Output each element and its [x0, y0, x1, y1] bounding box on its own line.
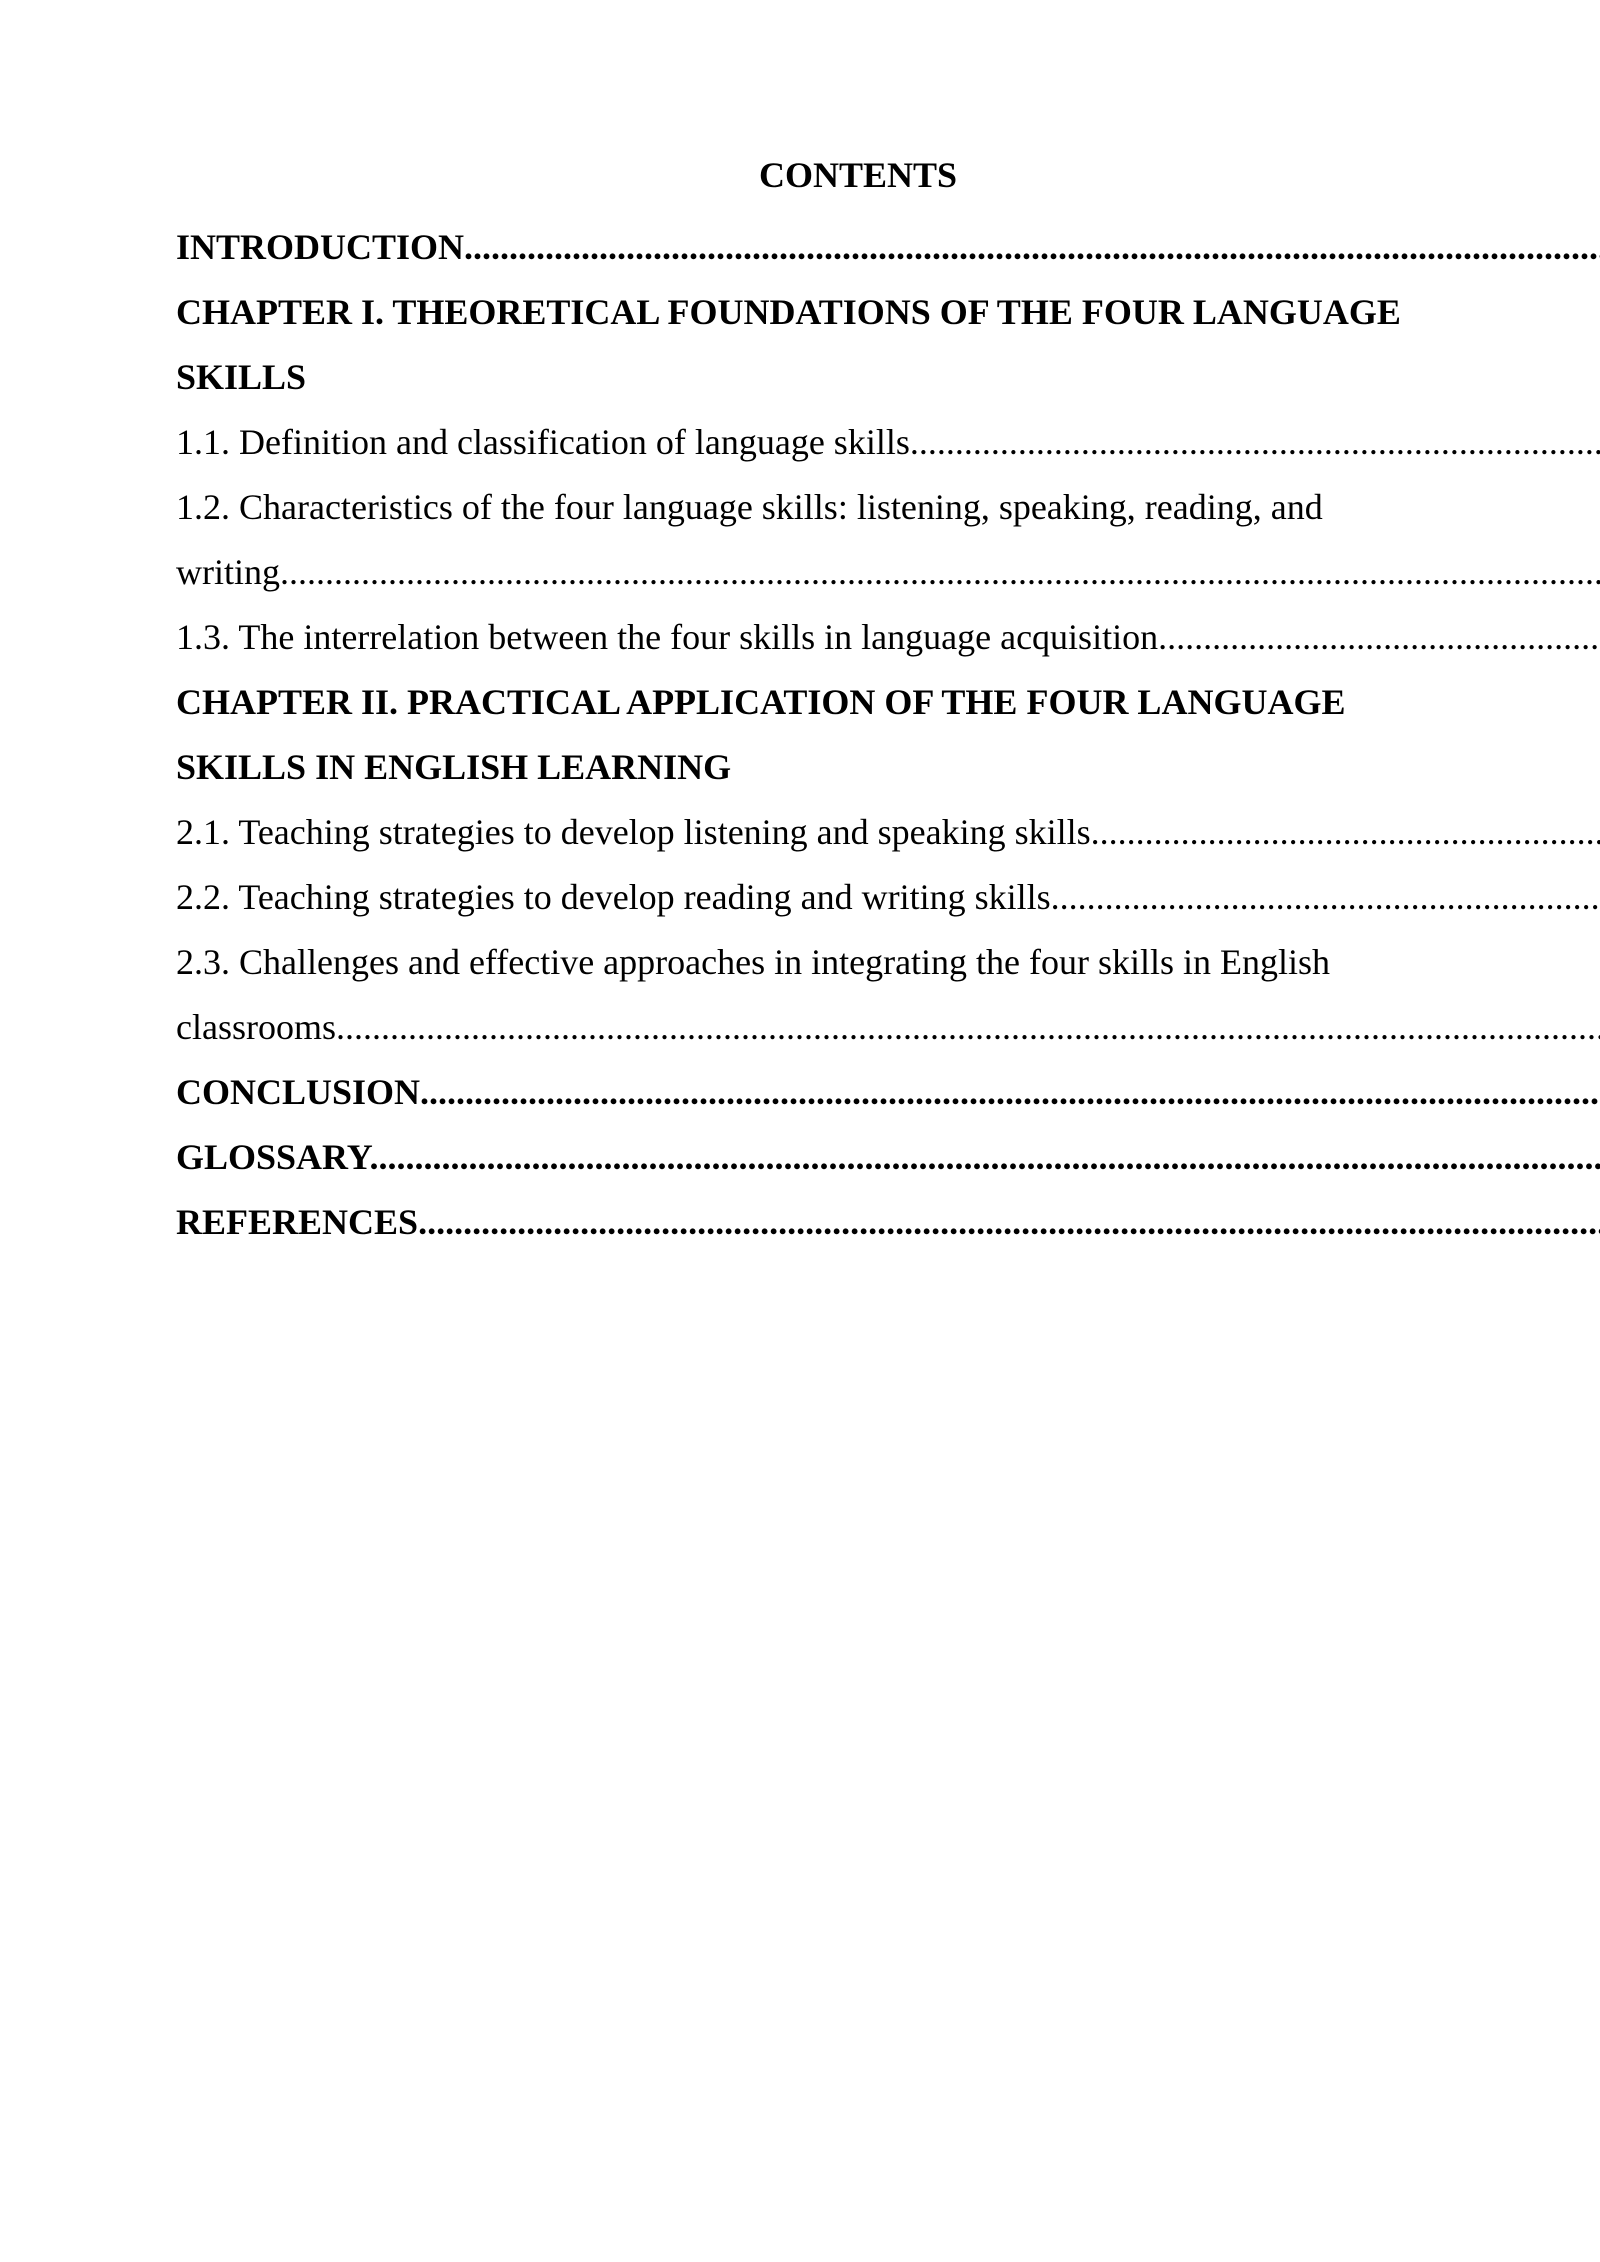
table-of-contents — [176, 215, 1600, 1255]
toc-entry-section-1-1[interactable] — [176, 410, 1600, 475]
toc-entry-section-2-3-continued[interactable] — [176, 995, 1600, 1060]
toc-entry-introduction[interactable] — [176, 215, 1600, 280]
toc-entry-section-2-2[interactable] — [176, 865, 1600, 930]
toc-entry-text: 1.2. Characteristics of the four language skills: listening, speaking, reading, and — [176, 487, 1323, 527]
toc-entry-text: 2.2. Teaching strategies to develop reading and writing skills — [176, 877, 1051, 917]
toc-entry-text: 1.3. The interrelation between the four skills in language acquisition — [176, 617, 1159, 657]
toc-entry-chapter-1-title-continued[interactable] — [176, 345, 1600, 410]
toc-entry-text: SKILLS IN ENGLISH LEARNING — [176, 747, 732, 787]
toc-entry-text: GLOSSARY — [176, 1137, 370, 1177]
toc-entry-section-2-3[interactable] — [176, 930, 1600, 995]
toc-entry-section-1-2-continued[interactable] — [176, 540, 1600, 605]
toc-entry-glossary[interactable] — [176, 1125, 1600, 1190]
toc-entry-text: SKILLS — [176, 357, 307, 397]
toc-entry-text: CHAPTER I. THEORETICAL FOUNDATIONS OF THE FOUR LANGUAGE — [176, 292, 1401, 332]
toc-entry-text: 2.1. Teaching strategies to develop listening and speaking skills — [176, 812, 1091, 852]
toc-entry-text: CONCLUSION — [176, 1072, 421, 1112]
toc-entry-chapter-1-title[interactable] — [176, 280, 1600, 345]
toc-entry-chapter-2-title-continued[interactable] — [176, 735, 1600, 800]
toc-entry-section-1-2[interactable] — [176, 475, 1600, 540]
toc-entry-section-2-1[interactable] — [176, 800, 1600, 865]
toc-entry-text: 1.1. Definition and classification of language skills — [176, 422, 910, 462]
toc-entry-text: REFERENCES — [176, 1202, 419, 1242]
toc-entry-text: writing — [176, 552, 280, 592]
toc-entry-section-1-3[interactable] — [176, 605, 1600, 670]
toc-entry-text: 2.3. Challenges and effective approaches in integrating the four skills in English — [176, 942, 1331, 982]
contents-title: CONTENTS — [758, 155, 958, 195]
toc-entry-references[interactable] — [176, 1190, 1600, 1255]
toc-entry-text: CHAPTER II. PRACTICAL APPLICATION OF THE FOUR LANGUAGE — [176, 682, 1346, 722]
toc-entry-chapter-2-title[interactable] — [176, 670, 1600, 735]
toc-entry-conclusion[interactable] — [176, 1060, 1600, 1125]
toc-entry-text: classrooms — [176, 1007, 336, 1047]
toc-entry-text: INTRODUCTION — [176, 227, 465, 267]
